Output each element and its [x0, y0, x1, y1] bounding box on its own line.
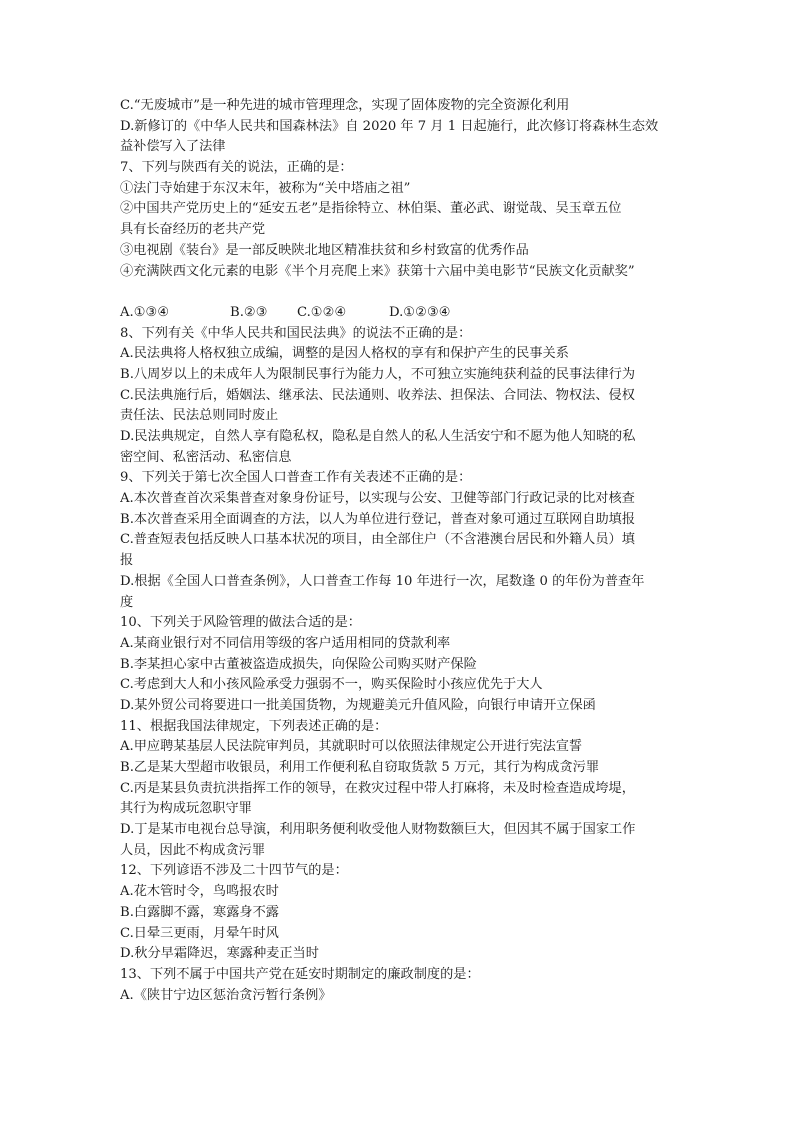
q11-option-c-line2: 其行为构成玩忽职守罪	[120, 801, 252, 817]
q9-option-b: B.本次普查采用全面调查的方法，以人为单位进行登记，普查对象可通过互联网自助填报	[120, 511, 636, 527]
q9-option-c-line1: C.普查短表包括反映人口基本状况的项目，由全部住户（不含港澳台居民和外籍人员）填	[120, 532, 635, 548]
q9-option-d-line2: 度	[120, 594, 134, 610]
q10-option-a: A.某商业银行对不同信用等级的客户适用相同的贷款利率	[120, 635, 451, 651]
q9-option-a: A.本次普查首次采集普查对象身份证号，以实现与公安、卫健等部门行政记录的比对核查	[120, 491, 635, 507]
q7-option-a: A.①③④	[120, 304, 170, 320]
q13-question: 13、下列不属于中国共产党在延安时期制定的廉政制度的是：	[120, 966, 480, 982]
q8-option-b: B.八周岁以上的未成年人为限制民事行为能力人，不可独立实施纯获利益的民事法律行为	[120, 366, 636, 382]
q11-option-d-line1: D.丁是某市电视台总导演，利用职务便利收受他人财物数额巨大，但因其不属于国家工作	[120, 822, 636, 838]
q7-statement-3: ③电视剧《装台》是一部反映陕北地区精准扶贫和乡村致富的优秀作品	[120, 242, 529, 258]
q6-option-c: C.“无废城市”是一种先进的城市管理理念，实现了固体废物的完全资源化利用	[120, 98, 570, 113]
q12-option-b: B.白露脚不露，寒露身不露	[120, 904, 279, 920]
document-body	[120, 96, 680, 1006]
q6-option-d-line1: D.新修订的《中华人民共和国森林法》自 2020 年 7 月 1 日起施行，此次修订将森林生态效	[120, 118, 659, 134]
q8-option-d-line1: D.民法典规定，自然人享有隐私权，隐私是自然人的私人生活安宁和不愿为他人知晓的私	[120, 429, 636, 444]
q8-option-c-line1: C.民法典施行后，婚姻法、继承法、民法通则、收养法、担保法、合同法、物权法、侵权	[120, 387, 635, 403]
q7-option-b: B.②③	[230, 304, 268, 320]
q10-option-d: D.某外贸公司将要进口一批美国货物，为规避美元升值风险，向银行申请开立保函	[120, 697, 596, 713]
q10-option-c: C.考虑到大人和小孩风险承受力强弱不一，购买保险时小孩应优先于大人	[120, 677, 543, 693]
q11-option-a: A.甲应聘某基层人民法院审判员，其就职时可以依照法律规定公开进行宪法宣誓	[120, 739, 583, 755]
q7-statement-4: ④充满陕西文化元素的电影《半个月亮爬上来》获第十六届中美电影节“民族文化贡献奖”	[120, 263, 635, 279]
q9-option-c-line2: 报	[120, 553, 134, 569]
q8-option-c-line2: 责任法、民法总则同时废止	[120, 408, 279, 424]
q7-option-c: C.①②④	[297, 304, 347, 320]
q7-question: 7、下列与陕西有关的说法，正确的是：	[120, 160, 353, 176]
q12-option-c: C.日晕三更雨，月晕午时风	[120, 925, 279, 941]
q11-option-b: B.乙是某大型超市收银员，利用工作便利私自窃取货款 5 万元，其行为构成贪污罪	[120, 760, 600, 775]
q8-question: 8、下列有关《中华人民共和国民法典》的说法不正确的是：	[120, 325, 472, 341]
q7-options	[120, 303, 680, 324]
q11-question: 11、根据我国法律规定，下列表述正确的是：	[120, 718, 388, 734]
q10-question: 10、下列关于风险管理的做法合适的是：	[120, 615, 361, 631]
q8-option-d-line2: 密空间、私密活动、私密信息	[120, 449, 292, 465]
q9-option-d-line1: D.根据《全国人口普查条例》，人口普查工作每 10 年进行一次，尾数逢 0 的年份为普查年	[120, 573, 645, 589]
q11-option-c-line1: C.丙是某县负责抗洪指挥工作的领导，在救灾过程中带人打麻将，未及时检查造成垮堤，	[120, 780, 635, 796]
q7-option-d: D.①②③④	[389, 304, 451, 320]
q8-option-a: A.民法典将人格权独立成编，调整的是因人格权的享有和保护产生的民事关系	[120, 346, 569, 362]
blank-line	[120, 282, 680, 303]
q12-option-d: D.秋分早霜降迟，寒露种麦正当时	[120, 946, 319, 962]
q12-option-a: A.花木管时令，鸟鸣报农时	[120, 884, 279, 900]
q12-question: 12、下列谚语不涉及二十四节气的是：	[120, 863, 348, 879]
q7-statement-2-line1: ②中国共产党历史上的“延安五老”是指徐特立、林伯渠、董必武、谢觉哉、吴玉章五位	[120, 201, 622, 217]
q7-statement-2-line2: 具有长奋经历的老共产党	[120, 222, 266, 238]
q9-question: 9、下列关于第七次全国人口普查工作有关表述不正确的是：	[120, 470, 472, 486]
q7-statement-1: ①法门寺始建于东汉末年，被称为“关中塔庙之祖”	[120, 180, 411, 196]
q13-option-a: A.《陕甘宁边区惩治贪污暂行条例》	[120, 987, 332, 1003]
q6-option-d-line2: 益补偿写入了法律	[120, 139, 226, 155]
q10-option-b: B.李某担心家中古董被盗造成损失，向保险公司购买财产保险	[120, 656, 477, 672]
q11-option-d-line2: 人员，因此不构成贪污罪	[120, 842, 266, 858]
